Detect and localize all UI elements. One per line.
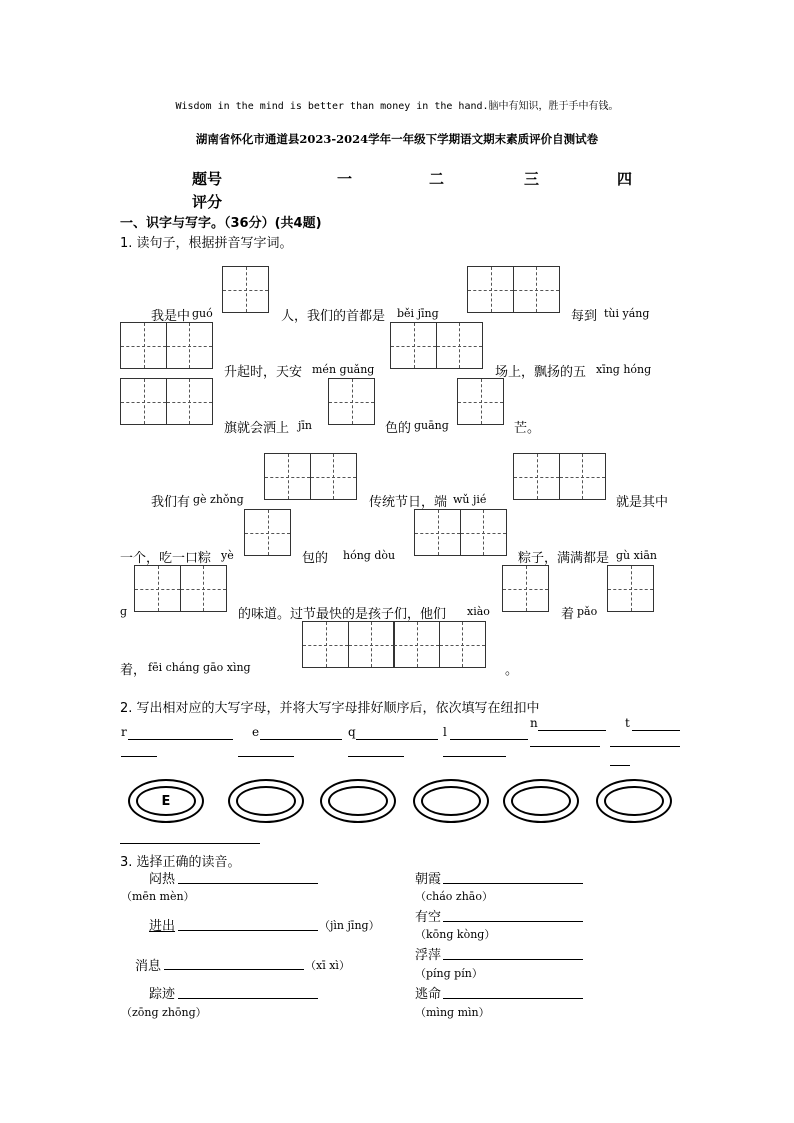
answer-grid-taiyang[interactable] [120, 322, 211, 369]
answer-grid-beijing[interactable] [467, 266, 558, 313]
answer-line-order[interactable] [120, 843, 260, 844]
q1-pinyin: ɡ [120, 605, 128, 618]
q1-pinyin: mén ɡuǎnɡ [312, 363, 375, 376]
answer-line-t-cont[interactable] [610, 746, 680, 747]
answer-grid-wujie[interactable] [513, 453, 604, 500]
score-header-label: 题号 [192, 170, 223, 188]
answer-grid-hongdou[interactable] [414, 509, 505, 556]
q3-options: （cháo zhāo） [415, 890, 493, 903]
q3-answer-line[interactable] [164, 969, 304, 970]
q1-text: 升起时，天安 [224, 365, 303, 380]
q3-answer-line[interactable] [178, 930, 318, 931]
letter-q: q [348, 725, 356, 739]
q1-text: 传统节日，端 [369, 495, 448, 510]
q1-pinyin: xīnɡ hónɡ [596, 363, 652, 376]
letter-l: l [443, 725, 447, 739]
q1-text: 一个，吃一口粽 [120, 551, 212, 566]
q1-text: 。 [505, 663, 519, 678]
q1-pinyin: hónɡ dòu [343, 549, 396, 562]
answer-line-l-cont[interactable] [443, 756, 506, 757]
q1-pinyin: ɡuānɡ [414, 419, 449, 432]
section-1-heading: 一、识字与写字。（36分）(共4题) [120, 216, 322, 231]
page-header-quote: Wisdom in the mind is better than money in the hand.脑中有知识，胜于手中有钱。 [175, 101, 619, 112]
q3-word: 踪迹 [149, 987, 176, 1002]
score-col-2: 二 [429, 170, 445, 188]
q1-pinyin: ɡuó [192, 307, 213, 320]
button-label: E [136, 786, 196, 816]
q1-text: 芒。 [514, 421, 541, 436]
answer-grid-menguang[interactable] [390, 322, 481, 369]
q3-answer-line[interactable] [178, 883, 318, 884]
answer-line-t[interactable] [632, 730, 680, 731]
answer-grid-xiao[interactable] [502, 565, 548, 612]
button-circle-2[interactable] [228, 779, 304, 823]
q3-options: （zōnɡ zhōnɡ） [121, 1006, 207, 1019]
q1-text: 人，我们的首都是 [281, 309, 386, 324]
q3-answer-line[interactable] [443, 959, 583, 960]
exam-title: 湖南省怀化市通道县2023-2024学年一年级下学期语文期末素质评价自测试卷 [195, 132, 599, 146]
answer-line-r[interactable] [128, 739, 233, 740]
score-col-3: 三 [524, 170, 540, 188]
q3-word: 消息 [135, 959, 162, 974]
answer-line-n-cont[interactable] [530, 746, 600, 747]
q1-prompt: 1. 读句子，根据拼音写字词。 [120, 236, 293, 251]
score-row-label: 评分 [192, 193, 223, 211]
q3-answer-line[interactable] [443, 998, 583, 999]
answer-grid-xinghong[interactable] [120, 378, 211, 425]
q1-text: 的味道。过节最快的是孩子们，他们 [238, 607, 447, 622]
q2-prompt: 2. 写出相对应的大写字母，并将大写字母排好顺序后，依次填写在纽扣中 [120, 701, 540, 716]
q1-text: 着 [561, 607, 575, 622]
answer-grid-guo[interactable] [222, 266, 268, 313]
answer-grid-ye[interactable] [244, 509, 290, 556]
q1-text: 色的 [385, 421, 412, 436]
q3-word: 进出 [149, 919, 176, 934]
q3-word: 逃命 [415, 987, 442, 1002]
q1-pinyin: fēi chánɡ ɡāo xìnɡ [148, 661, 251, 674]
answer-line-l[interactable] [450, 739, 528, 740]
q3-options: （mēn mèn） [121, 890, 195, 903]
button-circle-4[interactable] [413, 779, 489, 823]
q3-word: 浮萍 [415, 948, 442, 963]
q1-text: 我们有 [151, 495, 191, 510]
answer-grid-gezhong[interactable] [264, 453, 355, 500]
q3-answer-line[interactable] [443, 883, 583, 884]
q1-pinyin: xiào [467, 605, 490, 618]
q1-pinyin: pǎo [577, 605, 598, 618]
q3-answer-line[interactable] [443, 921, 583, 922]
answer-grid-guang[interactable] [457, 378, 503, 425]
q3-options: （xī xì） [305, 959, 350, 972]
answer-grid-jin[interactable] [328, 378, 374, 425]
button-circle-1[interactable] [128, 779, 204, 823]
q1-pinyin: ɡè zhǒnɡ [193, 493, 244, 506]
letter-t: t [625, 716, 630, 730]
letter-r: r [121, 725, 127, 739]
q1-text: 旗就会洒上 [224, 421, 290, 436]
answer-line-r-cont[interactable] [121, 756, 157, 757]
q1-pinyin: běi jīnɡ [397, 307, 439, 320]
q3-options: （mìnɡ mìn） [415, 1006, 490, 1019]
answer-line-n[interactable] [538, 730, 606, 731]
q3-answer-line[interactable] [178, 998, 318, 999]
q1-text: 每到 [571, 309, 598, 324]
q1-text: 包的 [302, 551, 329, 566]
letter-n: n [530, 716, 538, 730]
q3-word: 有空 [415, 910, 442, 925]
answer-grid-feichanggaoxing[interactable] [302, 621, 484, 668]
q3-options: （pínɡ pín） [415, 967, 483, 980]
q3-word: 朝霞 [415, 872, 442, 887]
q1-pinyin: wǔ jié [453, 493, 487, 506]
answer-line-t-cont2[interactable] [610, 765, 630, 766]
q3-options: （jìn jīnɡ） [319, 919, 380, 932]
q1-text: 我是中 [151, 309, 191, 324]
answer-grid-pao[interactable] [607, 565, 653, 612]
q3-prompt: 3. 选择正确的读音。 [120, 855, 241, 870]
answer-line-e-cont[interactable] [238, 756, 294, 757]
button-circle-3[interactable] [320, 779, 396, 823]
q3-options: （kōnɡ kònɡ） [415, 928, 496, 941]
q1-pinyin: yè [221, 549, 234, 562]
answer-line-q[interactable] [356, 739, 438, 740]
q1-pinyin: ɡù xiān [616, 549, 657, 562]
q3-word: 闷热 [149, 872, 176, 887]
q1-text: 着， [120, 663, 147, 678]
letter-e: e [252, 725, 260, 739]
q1-pinyin: tùi yánɡ [604, 307, 650, 320]
q1-pinyin: jīn [298, 419, 313, 432]
button-circle-6[interactable] [596, 779, 672, 823]
score-col-1: 一 [337, 170, 353, 188]
button-circle-5[interactable] [503, 779, 579, 823]
q1-text: 就是其中 [616, 495, 669, 510]
q1-text: 场上，飘扬的五 [495, 365, 587, 380]
answer-line-e[interactable] [260, 739, 342, 740]
q1-text: 粽子，满满都是 [518, 551, 610, 566]
score-col-4: 四 [617, 170, 633, 188]
answer-grid-guxiang[interactable] [134, 565, 225, 612]
answer-line-q-cont[interactable] [348, 756, 404, 757]
